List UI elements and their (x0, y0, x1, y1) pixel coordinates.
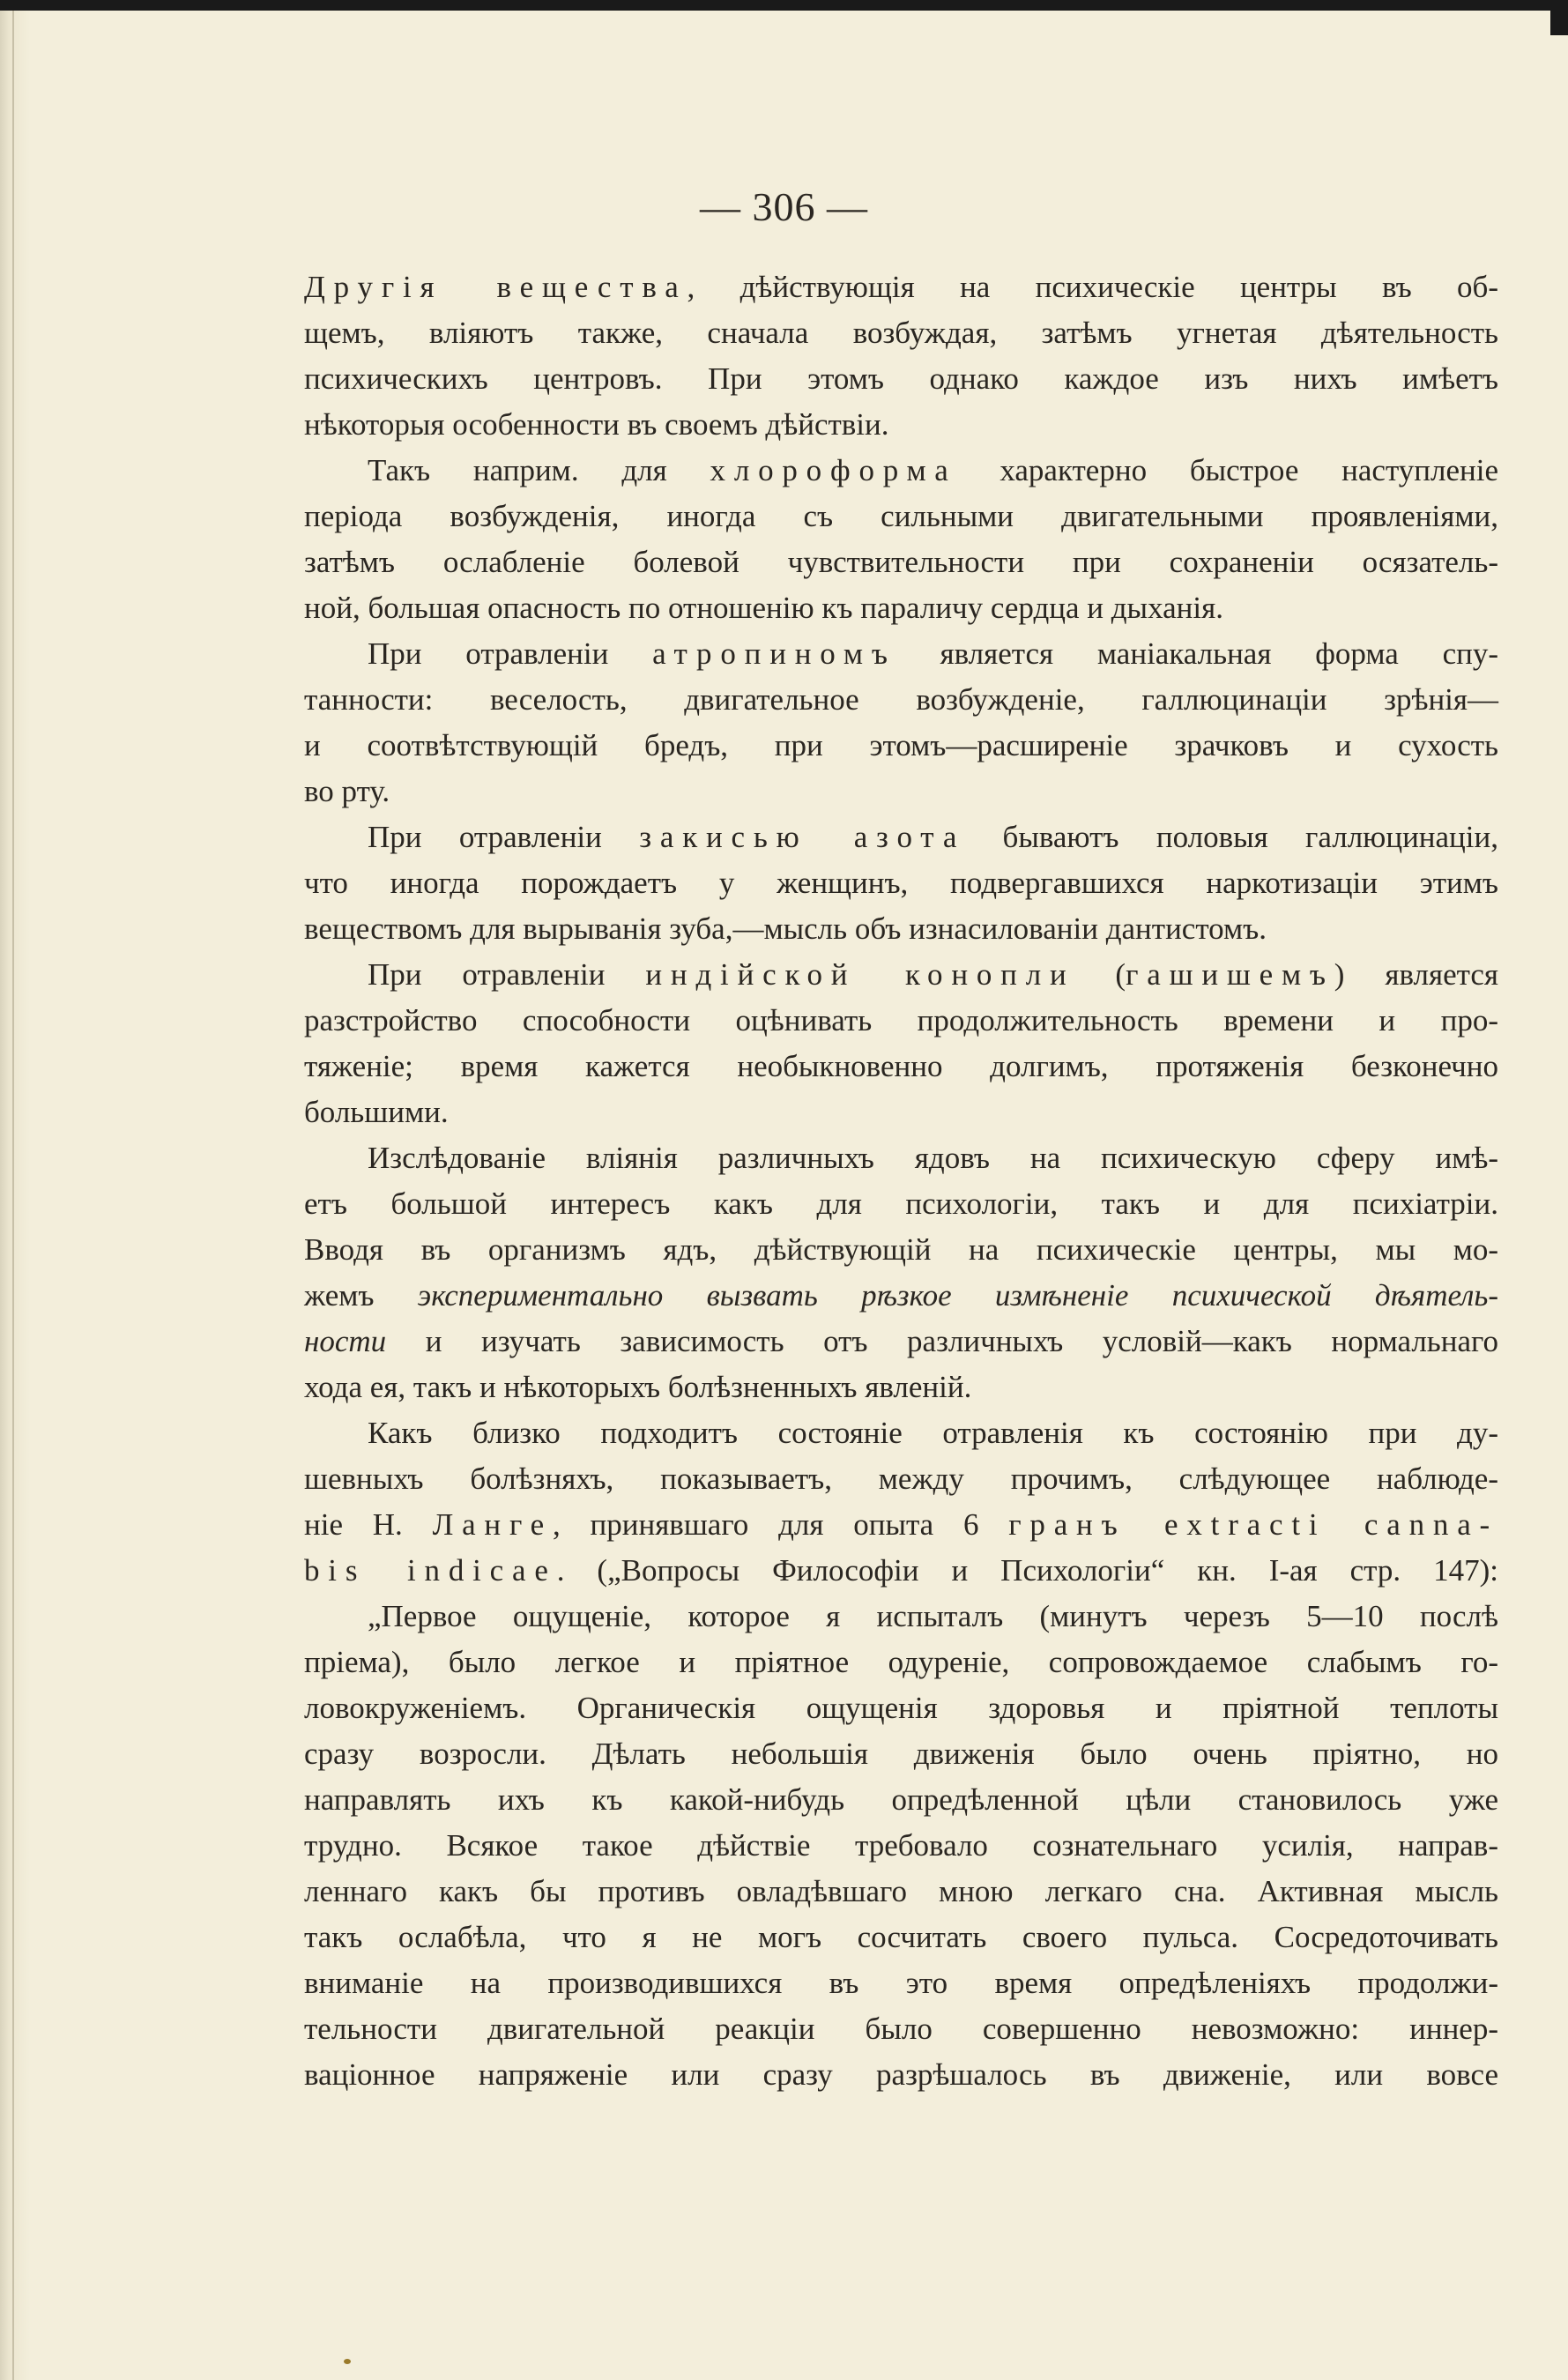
text-line (304, 860, 1498, 906)
text-line (304, 1502, 1498, 1548)
text-line (304, 1731, 1498, 1777)
spaced-term: индійской конопли (645, 957, 1075, 992)
text-run: пріема), было легкое и пріятное одуреніе, сопровождаемое слабымъ го- (304, 1645, 1498, 1679)
text-line (304, 631, 1498, 677)
text-run: , принявшаго для опыта 6 (553, 1507, 1009, 1542)
text-run: разстройство способности оцѣнивать продолжительность времени и про- (304, 1003, 1498, 1038)
text-line (304, 1044, 1498, 1090)
text-line (304, 723, 1498, 769)
text-run: жемъ (304, 1278, 418, 1313)
text-line (304, 677, 1498, 723)
text-line (304, 1915, 1498, 1960)
text-run: затѣмъ ослабленіе болевой чувствительности при сохраненіи осязатель- (304, 545, 1498, 579)
text-run: тельности двигательной реакціи было совершенно невозможно: иннер- (304, 2012, 1498, 2046)
page-gutter-line (12, 11, 14, 2380)
text-line (304, 1960, 1498, 2006)
spaced-term: закисью азота (639, 820, 966, 854)
text-run: хода ея, такъ и нѣкоторыхъ болѣзненныхъ явленій. (304, 1370, 972, 1404)
text-line (304, 1456, 1498, 1502)
spaced-term: bis indicae (304, 1553, 557, 1588)
text-run: трудно. Всякое такое дѣйствіе требовало сознательнаго усилія, направ- (304, 1828, 1498, 1863)
text-line (304, 2006, 1498, 2052)
text-run: . („Вопросы Философіи и Психологіи“ кн. I-ая стр. 147): (556, 1553, 1498, 1588)
text-line (304, 356, 1498, 402)
text-run: ваціонное напряженіе или сразу разрѣшалось въ движеніе, или вовсе (304, 2057, 1498, 2092)
text-line (304, 539, 1498, 585)
text-line (304, 494, 1498, 539)
text-run: вниманіе на производившихся въ это время опредѣленіяхъ продолжи- (304, 1966, 1498, 2000)
text-run: Такъ наприм. для (368, 453, 710, 487)
text-run: и соотвѣтствующій бредъ, при этомъ—расширеніе зрачковъ и сухость (304, 728, 1498, 762)
text-run: леннаго какъ бы противъ овладѣвшаго мною легкаго сна. Активная мысль (304, 1874, 1498, 1908)
text-line (304, 1227, 1498, 1273)
text-line (304, 814, 1498, 860)
text-line (304, 1594, 1498, 1640)
text-run: сразу возросли. Дѣлать небольшія движенія было очень пріятно, но (304, 1737, 1498, 1771)
text-run: направлять ихъ къ какой-нибудь опредѣленной цѣли становилось уже (304, 1782, 1498, 1817)
text-line (304, 1640, 1498, 1685)
page-gutter-shadow (0, 11, 30, 2380)
text-run: большими. (304, 1095, 449, 1129)
text-run: нѣкоторыя особенности въ своемъ дѣйствіи. (304, 407, 889, 442)
text-line (304, 769, 1498, 814)
text-run: Вводя въ организмъ ядъ, дѣйствующій на психическіе центры, мы мо- (304, 1232, 1498, 1267)
text-line (304, 1410, 1498, 1456)
italic-phrase: экспериментально вызвать рѣзкое измѣненіе психической дѣятель- (417, 1278, 1498, 1313)
text-run: ловокруженіемъ. Органическія ощущенія здоровья и пріятной теплоты (304, 1691, 1498, 1725)
text-run: ) является (1334, 957, 1498, 992)
text-run: етъ большой интересъ какъ для психологіи, такъ и для психіатріи. (304, 1186, 1498, 1221)
text-line (304, 1181, 1498, 1227)
spaced-term: гранъ extracti canna- (1008, 1507, 1498, 1542)
text-line (304, 585, 1498, 631)
italic-phrase: ности (304, 1324, 387, 1358)
text-run: характерно быстрое наступленіе (956, 453, 1499, 487)
text-line (304, 1869, 1498, 1915)
text-line (304, 1365, 1498, 1410)
text-run: является маніакальная форма спу- (895, 636, 1498, 671)
text-run: и изучать зависимость отъ различныхъ условій—какъ нормальнаго (386, 1324, 1498, 1358)
page-number: — 306 — (700, 184, 868, 229)
text-run: тяженіе; время кажется необыкновенно долгимъ, протяженія безконечно (304, 1049, 1498, 1083)
text-line (304, 1777, 1498, 1823)
text-line (304, 1090, 1498, 1135)
body-text (304, 264, 1498, 2098)
text-run: При отравленіи (368, 957, 646, 992)
text-run: ной, большая опасность по отношенію къ параличу сердца и дыханія. (304, 591, 1223, 625)
text-line (304, 1685, 1498, 1731)
spaced-term: гашишемъ (1126, 957, 1334, 992)
text-line (304, 906, 1498, 952)
text-line (304, 952, 1498, 998)
scan-border-top (0, 0, 1568, 11)
text-line (304, 1823, 1498, 1869)
scan-border-right (1550, 0, 1568, 35)
text-run: „Первое ощущеніе, которое я испыталъ (минутъ черезъ 5—10 послѣ (368, 1599, 1498, 1633)
text-run: что иногда порождаетъ у женщинъ, подвергавшихся наркотизаціи этимъ (304, 866, 1498, 900)
text-run: психическихъ центровъ. При этомъ однако каждое изъ нихъ имѣетъ (304, 361, 1498, 396)
spaced-term: атропиномъ (652, 636, 896, 671)
text-line (304, 1548, 1498, 1594)
text-run: бываютъ половыя галлюцинаціи, (965, 820, 1498, 854)
text-line (304, 1273, 1498, 1319)
text-line (304, 2052, 1498, 2098)
text-line (304, 1319, 1498, 1365)
ink-speck (344, 2359, 351, 2364)
text-line (304, 448, 1498, 494)
spaced-term: Другія вещества (304, 270, 687, 304)
text-line (304, 264, 1498, 310)
text-run: При отравленіи (368, 820, 640, 854)
text-run: щемъ, вліяютъ также, сначала возбуждая, затѣмъ угнетая дѣятельность (304, 316, 1498, 350)
text-run: періода возбужденія, иногда съ сильными двигательными проявленіями, (304, 499, 1498, 533)
text-run: ніе Н. (304, 1507, 433, 1542)
text-line (304, 402, 1498, 448)
spaced-term: хлороформа (710, 453, 957, 487)
text-run: Какъ близко подходитъ состояніе отравленія къ состоянію при ду- (368, 1416, 1498, 1450)
text-line (304, 310, 1498, 356)
text-run: танности: веселость, двигательное возбужденіе, галлюцинаціи зрѣнія— (304, 682, 1498, 717)
text-run: При отравленіи (368, 636, 653, 671)
text-run: во рту. (304, 774, 390, 808)
text-run: Изслѣдованіе вліянія различныхъ ядовъ на психическую сферу имѣ- (368, 1141, 1498, 1175)
text-line (304, 998, 1498, 1044)
spaced-term: Ланге (432, 1507, 553, 1542)
text-run: шевныхъ болѣзняхъ, показываетъ, между прочимъ, слѣдующее наблюде- (304, 1461, 1498, 1496)
text-run: ( (1074, 957, 1126, 992)
text-line (304, 1135, 1498, 1181)
text-run: , дѣйствующія на психическіе центры въ об- (687, 270, 1499, 304)
text-run: веществомъ для вырыванія зуба,—мысль объ изнасилованіи дантистомъ. (304, 911, 1267, 946)
text-run: такъ ослабѣла, что я не могъ сосчитать своего пульса. Сосредоточивать (304, 1920, 1498, 1954)
